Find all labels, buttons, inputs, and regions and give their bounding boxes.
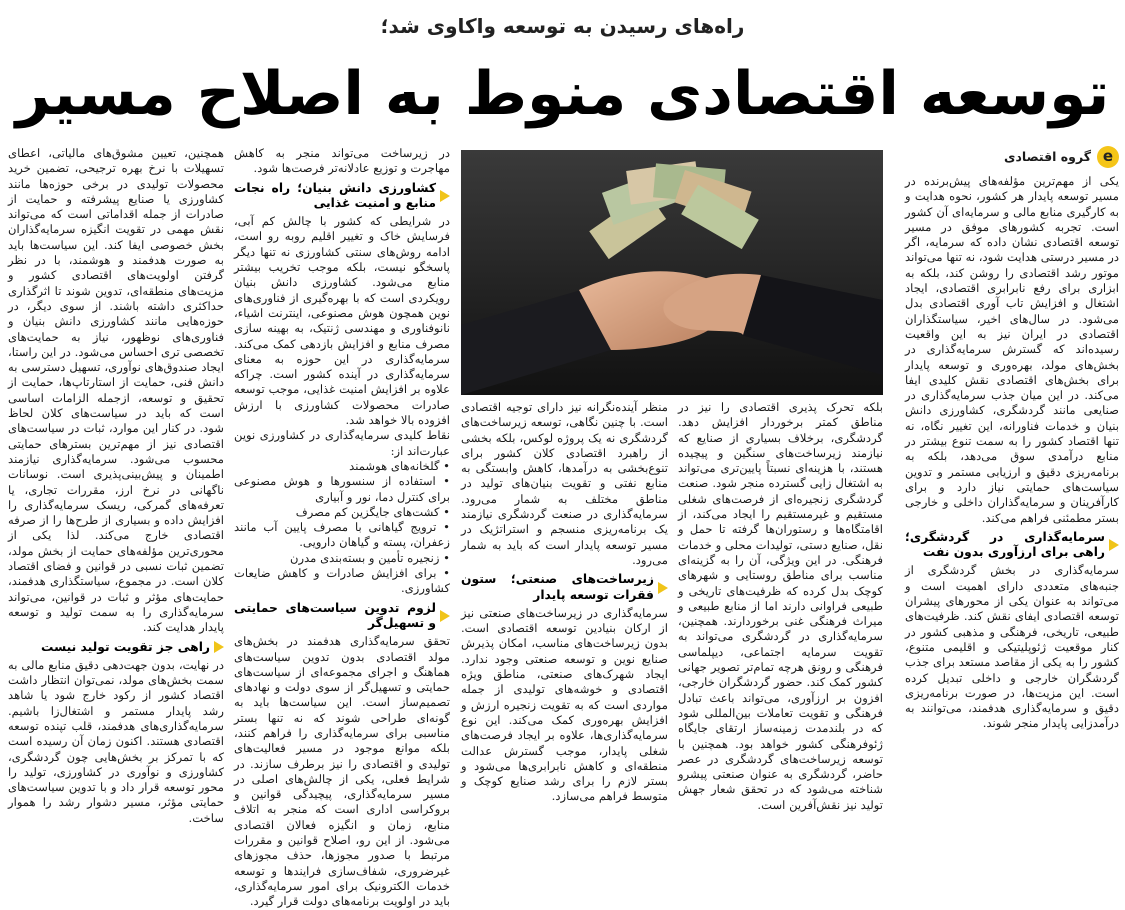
paragraph: بلکه تحرک پذیری اقتصادی را نیز در مناطق کمتر برخوردار افزایش دهد. گردشگری، برخلاف بسیاری از صنایع که نیازمند زیرساخت‌های سنگین و پیچیده هستند، با هزینه‌ای نسبتاً پایین‌تری می‌تواند به اشتغال زایی گسترده منجر شود. صنعت گردشگری زنجیره‌ای از فرصت‌های شغلی مستقیم و غیرمستقیم را ایجاد می‌کند، از اقامتگاه‌ها و رستوران‌ها گرفته تا حمل و نقل، صنایع دستی، تولیدات محلی و خدمات فرهنگی. در این ویژگی، آن را به گزینه‌ای مناسب برای مناطق روستایی و شهرهای کوچک بدل کرده که ظرفیت‌های تاریخی و طبیعی فراوانی دارند اما از منابع طبیعی و میراث فرهنگی غنی برخوردارند. همچنین، سرمایه‌گذاری در گردشگری می‌تواند به تقویت سرمایه اجتماعی، دیپلماسی فرهنگی و رونق هرچه تمام‌تر تصویر جهانی کشور کمک کند. حضور گردشگران خارجی، افزون بر ارزآوری، می‌تواند باعث تبادل فرهنگی و تقویت تعاملات بین‌المللی شود که در بلندمدت زمینه‌ساز ارتقای جایگاه ژئوفرهنگی کشور خواهد بود. همچنین با توسعه زیرساخت‌های گردشگری در عصر حاضر، گردشگری به عنوان صنعتی پیشرو شناخته می‌شود که در تحقق شعار جهش تولید نیز نقش‌آفرین است. (678, 400, 883, 812)
group-label: گروه اقتصادی (1004, 149, 1091, 165)
bullet-triangle-icon (440, 610, 450, 622)
list-item: • ترویج گیاهانی با مصرف پایین آب مانند زعفران، پسته و گیاهان دارویی. (234, 520, 450, 550)
column-3 (461, 400, 668, 804)
paragraph: در شرایطی که کشور با چالش کم آبی، فرسایش خاک و تغییر اقلیم روبه رو است، ادامه روش‌های سنتی کشاورزی نه تنها دیگر پاسخگو نیست، بلکه موجب تخریب بیشتر منابع می‌شود. کشاورزی دانش بنیان رویکردی است که با بهره‌گیری از فناوری‌های نوین همچون هوش مصنوعی، اینترنت اشیاء، نانوفناوری و مهندسی ژنتیک، به بهینه سازی مصرف منابع و افزایش بازدهی کمک می‌کند. سرمایه‌گذاری در این حوزه به معنای سرمایه‌گذاری در آینده کشور است. چراکه علاوه بر افزایش امنیت غذایی، موجب توسعه صادرات محصولات کشاورزی با ارزش افزوده بالا خواهد شد. (234, 214, 450, 428)
paragraph: یکی از مهم‌ترین مؤلفه‌های پیش‌برنده در مسیر توسعه پایدار هر کشور، نحوه هدایت و به کارگیری منابع مالی و سرمایه‌ای آن کشور است. تجربه کشورهای موفق در مسیر توسعه اقتصادی نشان داده که سرمایه، اگر در مسیر درستی هدایت شود، نه تنها می‌تواند موتور رشد اقتصادی را روشن کند، بلکه به ابزاری برای رفع نابرابری اقتصادی، ایجاد اشتغال و افزایش تاب آوری اقتصادی بدل می‌شود. در سال‌های اخیر، سیاستگذاران اقتصادی در ایران نیز به این واقعیت رسیده‌اند که گسترش سرمایه‌گذاری در بخش‌های مولد، بهره‌وری و توسعه پایدار برای بخش‌های اقتصادی نقش کلیدی ایفا می‌کند. در این میان جذب سرمایه‌گذاری در صنایعی مانند گردشگری، کشاورزی دانش بنیان و خدمات فناورانه، این تغییر نگاه، نه تنها اقتصاد کشور را به سمت تنوع بیشتر در منابع درآمدی سوق می‌دهد، بلکه به برنامه‌ریزی دقیق و ارزیابی مستمر و تدوین سیاست‌های حمایتی نیاز دارد و برای کارآفرینان و سرمایه‌گذاران داخلی و خارجی بستر مطمئنی فراهم می‌کند. (905, 174, 1119, 525)
kicker: راه‌های رسیدن به توسعه واکاوی شد؛ (380, 14, 745, 38)
handshake-money-photo (461, 150, 883, 395)
column-4 (234, 146, 450, 909)
column-5 (8, 146, 224, 825)
subheading: کشاورزی دانش بنیان؛ راه نجات منابع و امنیت غذایی (234, 181, 450, 212)
paragraph: در زیرساخت می‌تواند منجر به کاهش مهاجرت و توزیع عادلانه‌تر فرصت‌ها شود. (234, 146, 450, 176)
headline: توسعه اقتصادی منوط به اصلاح مسیر (15, 59, 1110, 129)
paragraph: تحقق سرمایه‌گذاری هدفمند در بخش‌های مولد اقتصادی بدون تدوین سیاست‌های هماهنگ و اجرای مجموعه‌ای از سیاست‌های حمایتی و تسهیل‌گر از سوی دولت و نهادهای تصمیم‌ساز است. این سیاست‌ها باید به گونه‌ای طراحی شوند که نه تنها بستر مناسبی برای سرمایه‌گذاری را فراهم کنند، بلکه موانع موجود در مسیر فعالیت‌های تولیدی و اقتصادی را نیز برطرف سازند. در شرایط فعلی، یکی از چالش‌های اصلی در مسیر سرمایه‌گذاری، پیچیدگی قوانین و بروکراسی اداری است که منجر به اتلاف منابع، زمان و انگیزه فعالان اقتصادی می‌شود. از این رو، اصلاح قوانین و مقررات مرتبط با صدور مجوزها، حذف مجوزهای غیرضروری، شفاف‌سازی فرایندها و توسعه خدمات الکترونیک برای امور سرمایه‌گذاری، باید در اولویت برنامه‌های دولت قرار گیرد. (234, 634, 450, 909)
bullet-triangle-icon (214, 641, 224, 653)
paragraph: نقاط کلیدی سرمایه‌گذاری در کشاورزی نوین عبارت‌اند از: (234, 428, 450, 458)
bullet-triangle-icon (440, 190, 450, 202)
group-label-row (905, 146, 1119, 168)
paragraph: منظر آینده‌نگرانه نیز دارای توجیه اقتصادی است. با چنین نگاهی، توسعه زیرساخت‌های گردشگری نه یک پروژه لوکس، بلکه بخشی از راهبرد اقتصادی کلان کشور برای تنوع‌بخشی به درآمدها، کاهش وابستگی به منابع نفتی و تقویت بنیان‌های تولید در مناطق مختلف به شمار می‌رود. سرمایه‌گذاری در صنعت گردشگری نیازمند یک برنامه‌ریزی منسجم و استراتژیک در مسیر توسعه پایدار است که باید به شمار می‌رود. (461, 400, 668, 567)
list-item: • کشت‌های جایگزین کم مصرف (295, 504, 450, 519)
subheading: لزوم تدوین سیاست‌های حمایتی و تسهیل‌گر (234, 601, 450, 632)
paragraph: در نهایت، بدون جهت‌دهی دقیق منابع مالی به سمت بخش‌های مولد، نمی‌توان انتظار داشت اقتصاد کشور از رکود خارج شود یا شاهد رشد پایدار مستمر و اشتغال‌زا باشیم. سرمایه‌گذاری‌های هدفمند، قلب تپنده توسعه اقتصادی هستند. اکنون زمان آن رسیده است که با تمرکز بر بخش‌هایی چون گردشگری، کشاورزی و نوآوری در کشاورزی، تولید را محور توسعه قرار داد و با تدوین سیاست‌های حمایتی مؤثر، مسیر دشوار رشد را هموار ساخت. (8, 657, 224, 825)
bullet-triangle-icon (658, 582, 668, 594)
paragraph: سرمایه‌گذاری در زیرساخت‌های صنعتی نیز از ارکان بنیادین توسعه اقتصادی است. بدون زیرساخت‌های مناسب، امکان پذیرش صنایع نوین و توسعه صنعتی وجود ندارد. ایجاد شهرک‌های صنعتی، مناطق ویژه اقتصادی و خوشه‌های تولیدی از جمله مواردی است که به تقویت زنجیره ارزش و افزایش بهره‌وری کمک می‌کند. این نوع سرمایه‌گذاری‌ها، علاوه بر ایجاد فرصت‌های شغلی پایدار، موجب گسترش عدالت منطقه‌ای و کاهش نابرابری‌ها می‌شود و بستر لازم را برای رشد صنایع کوچک و متوسط فراهم می‌سازد. (461, 605, 668, 804)
list-item: • گلخانه‌های هوشمند (349, 458, 450, 473)
list-item: • برای افزایش صادرات و کاهش ضایعات کشاورزی. (234, 566, 450, 596)
column-2 (678, 400, 883, 812)
bullet-triangle-icon (1109, 539, 1119, 551)
subheading: سرمایه‌گذاری در گردشگری؛ راهی برای ارزآوری بدون نفت (905, 530, 1119, 561)
column-1 (905, 146, 1119, 752)
subheading: زیرساخت‌های صنعتی؛ ستون فقرات توسعه پایدار (461, 572, 668, 603)
list-item: • استفاده از سنسورها و هوش مصنوعی برای کنترل دما، نور و آبیاری (234, 474, 450, 504)
paragraph: همچنین، تعیین مشوق‌های مالیاتی، اعطای تسهیلات با نرخ بهره ترجیحی، تضمین خرید محصولات تولیدی در برخی حوزه‌ها مانند کشاورزی یا صنایع پیشرفته و حمایت از صادرات از جمله اقداماتی است که می‌تواند نقش مهمی در تقویت انگیزه سرمایه‌گذاران بخش خصوصی ایفا کند. این سیاست‌ها باید به صورت هدفمند و هوشمند، با در نظر گرفتن اولویت‌های اقتصادی کشور و مزیت‌های منطقه‌ای، تدوین شوند تا اثرگذاری حداکثری داشته باشند. از سوی دیگر، در حوزه‌هایی مانند کشاورزی دانش بنیان و فناوری‌های نوظهور، نیاز به حمایت‌های تخصصی تری احساس می‌شود. در این راستا، ایجاد صندوق‌های نوآوری، تسهیل دسترسی به دانش فنی، حمایت از استارتاپ‌ها، حمایت از تحقیق و توسعه، ازجمله الزامات اساسی است که باید در سیاست‌های کلان لحاظ شود. در کنار این موارد، ثبات در سیاست‌های اقتصادی نیز از مهم‌ترین بسترهای حمایتی محسوب می‌شود. سرمایه‌گذاری نیازمند اطمینان و پیش‌بینی‌پذیری است. نوسانات ناگهانی در نرخ ارز، مقررات تجاری، یا تعرفه‌های گمرکی، ریسک سرمایه‌گذاری را افزایش داده و بسیاری از طرح‌ها را از صرفه اقتصادی خارج می‌کند. لذا یکی از محوری‌ترین مؤلفه‌های حمایت از بخش مولد، تضمین ثبات نسبی در قوانین و فضای اقتصاد کلان است. در مجموع، سیاستگذاری هدفمند، حمایت‌های مؤثر و ثبات در قوانین، می‌تواند سرمایه‌گذاری را به سمت تولید و توسعه پایدار هدایت کند. (8, 146, 224, 635)
subheading: راهی جز تقویت تولید نیست (8, 640, 224, 655)
paragraph: سرمایه‌گذاری در بخش گردشگری از جنبه‌های متعددی دارای اهمیت است و می‌تواند به عنوان یکی از محورهای پیشران توسعه اقتصادی ایفای نقش کند. ظرفیت‌های طبیعی، تاریخی، فرهنگی و مذهبی کشور در کنار موقعیت ژئوپلیتیکی و اقلیمی متنوع، کشور را به یکی از مقاصد مستعد برای جذب گردشگران خارجی و داخلی تبدیل کرده است. این مزیت‌ها، در صورت برنامه‌ریزی دقیق و سرمایه‌گذاری هدفمند، می‌توانند به درآمدزایی پایدار منجر شوند. (905, 563, 1119, 731)
list-item: • زنجیره تأمین و بسته‌بندی مدرن (289, 550, 450, 565)
newspaper-logo-icon: e (1097, 146, 1119, 168)
